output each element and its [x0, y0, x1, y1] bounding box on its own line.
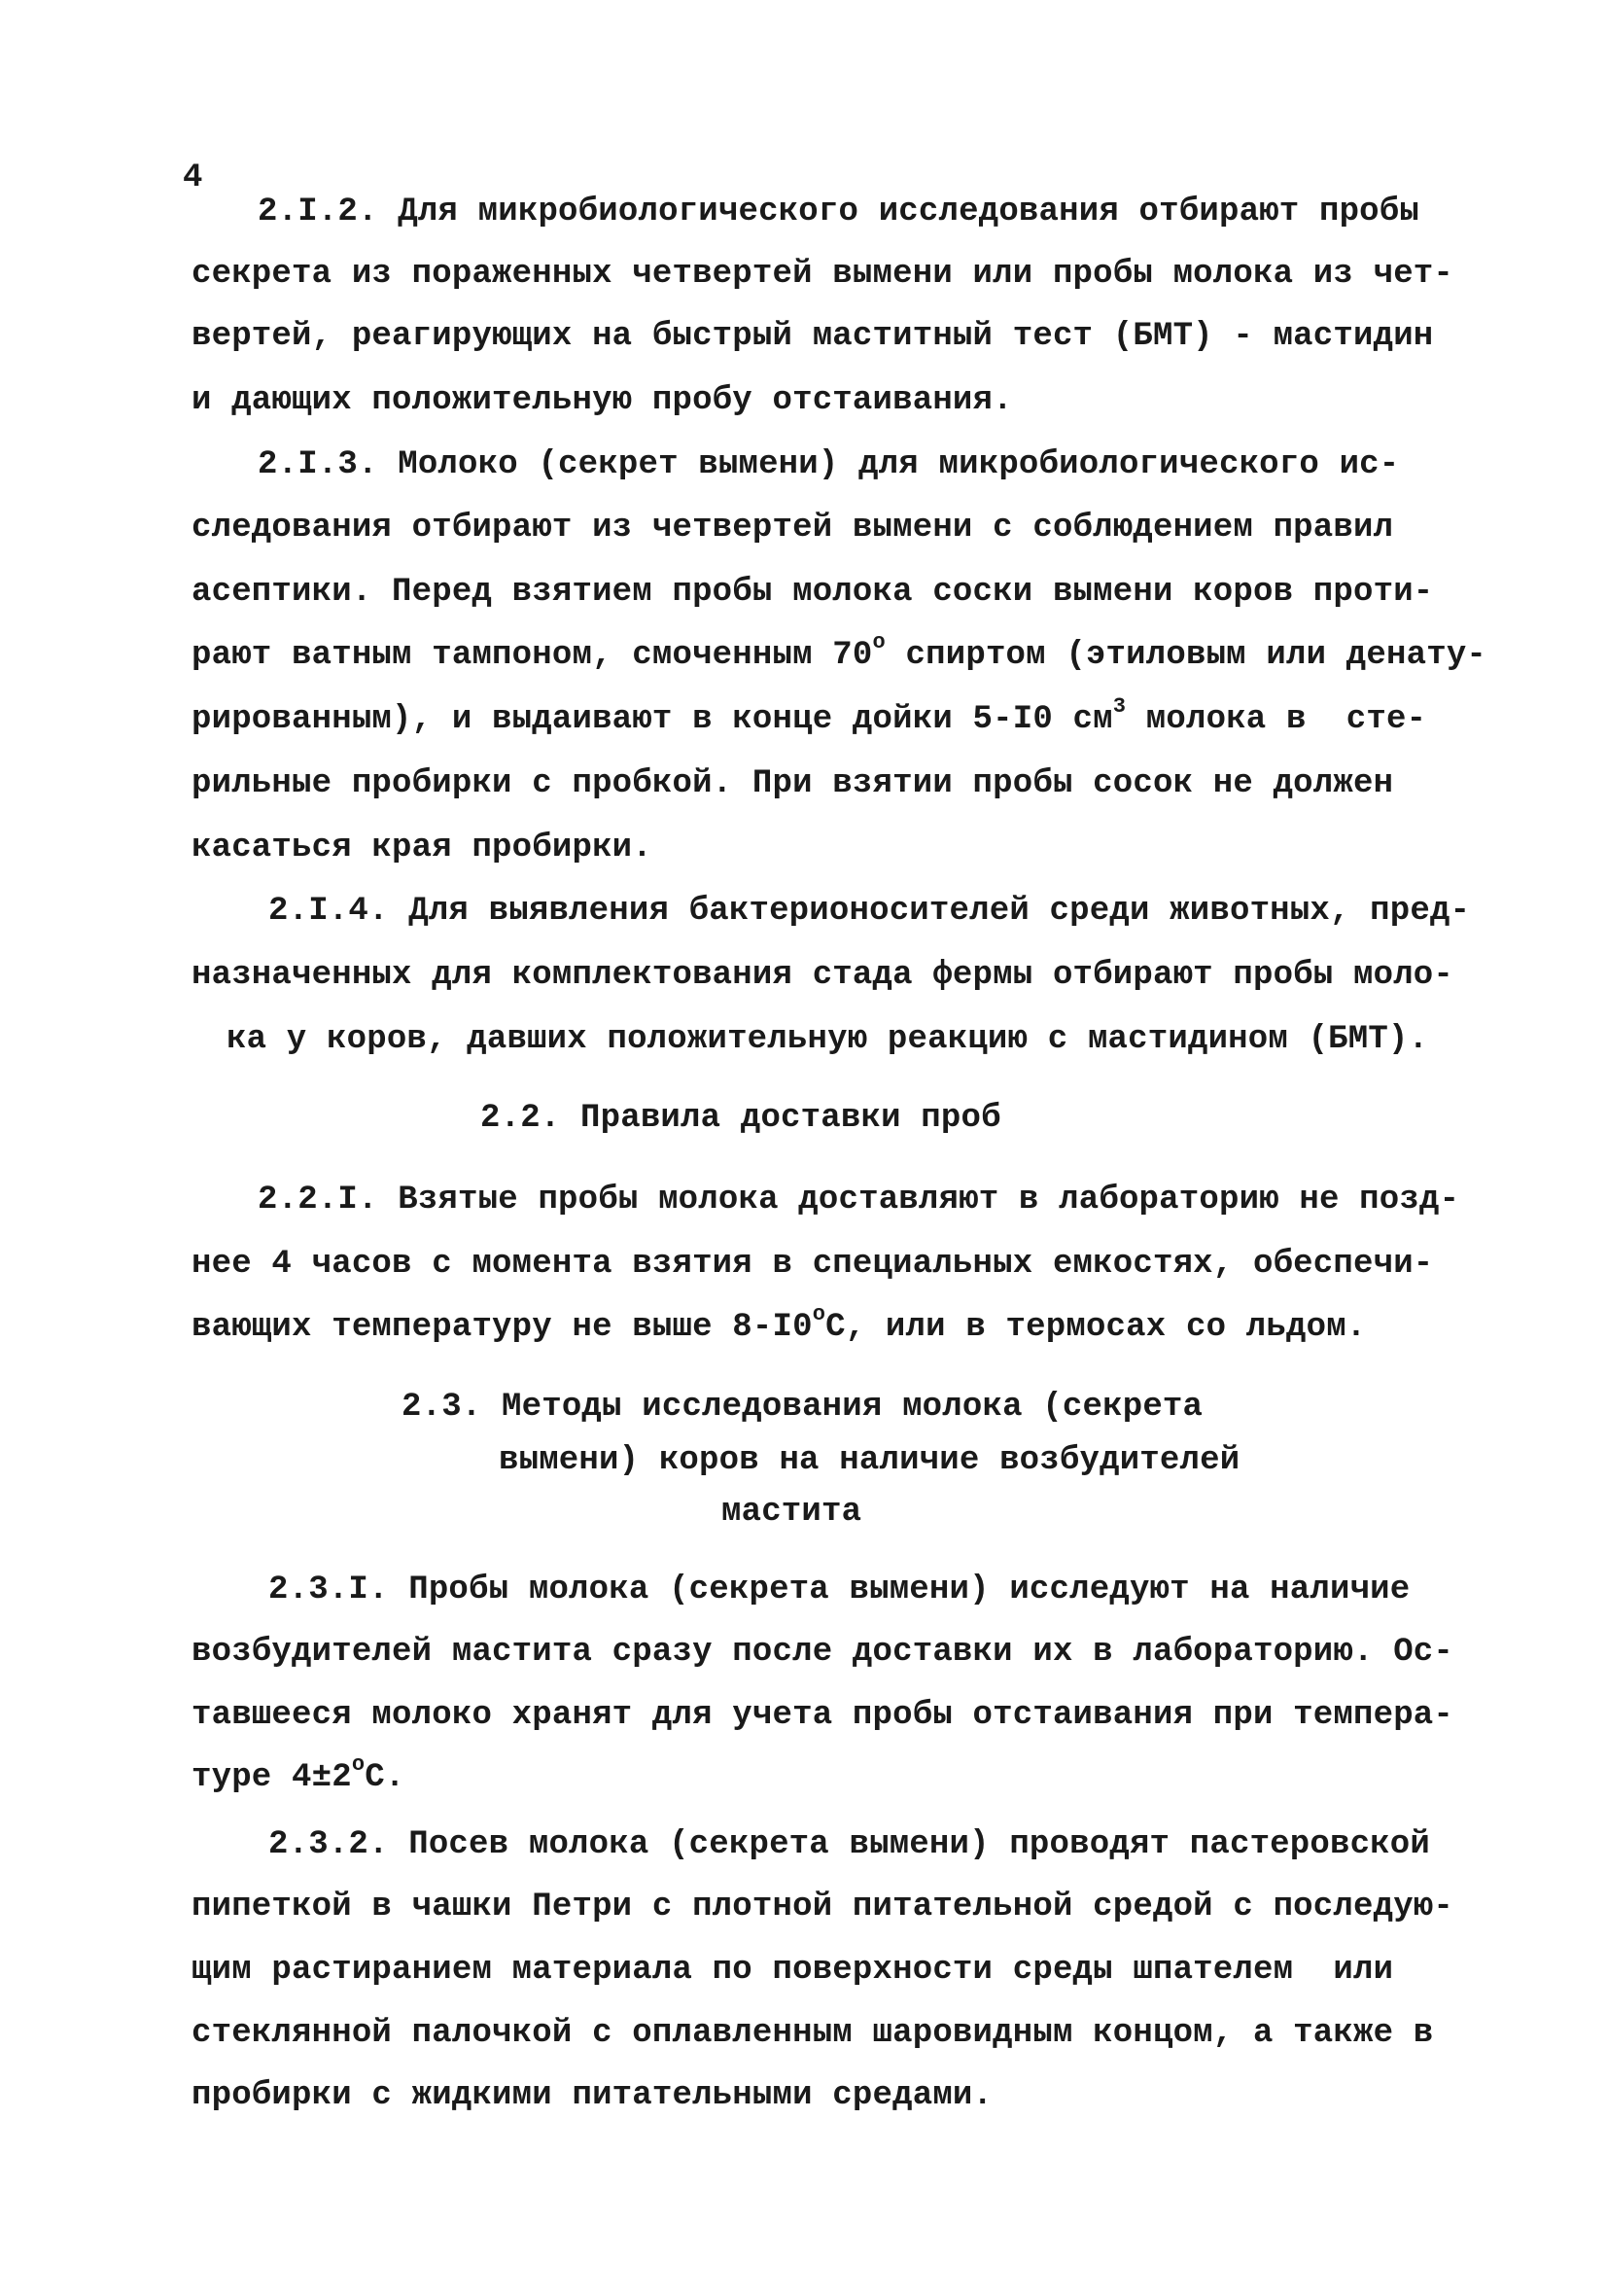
text-line: 2.2.I. Взятые пробы молока доставляют в лабораторию не позд- [258, 1182, 1460, 1219]
text-line: нее 4 часов с момента взятия в специальных емкостях, обеспечи- [192, 1246, 1434, 1283]
text-line: вертей, реагирующих на быстрый маститный тест (БМТ) - мастидин [192, 318, 1434, 355]
text-line: назначенных для комплектования стада фермы отбирают пробы моло- [192, 957, 1454, 994]
text-line: пипеткой в чашки Петри с плотной питательной средой с последую- [192, 1889, 1454, 1925]
text-line: ка у коров, давших положительную реакцию с мастидином (БМТ). [227, 1021, 1429, 1058]
text-line: пробирки с жидкими питательными средами. [192, 2077, 994, 2114]
text-line: 2.3.I. Пробы молока (секрета вымени) исследуют на наличие [268, 1572, 1411, 1608]
section-heading: вымени) коров на наличие возбудителей [499, 1442, 1240, 1479]
text-line: тавшееся молоко хранят для учета пробы отстаивания при темпера- [192, 1697, 1454, 1734]
text-line: 2.3.2. Посев молока (секрета вымени) проводят пастеровской [268, 1826, 1430, 1863]
text-line: рильные пробирки с пробкой. При взятии пробы сосок не должен [192, 765, 1394, 802]
text-line: следования отбирают из четвертей вымени с соблюдением правил [192, 510, 1394, 547]
text-line: 2.I.4. Для выявления бактерионосителей среди животных, пред- [268, 893, 1471, 930]
section-heading: 2.3. Методы исследования молока (секрета [402, 1389, 1204, 1426]
text-line: туре $4\pm 2^oC$. [192, 1751, 405, 1796]
text-line: вающих температуру не выше 8-I0$^o$C, или в термосах со льдом. [192, 1301, 1367, 1346]
text-line: асептики. Перед взятием пробы молока соски вымени коров проти- [192, 574, 1434, 611]
section-heading: 2.2. Правила доставки проб [480, 1100, 1001, 1137]
page-number: 4 [183, 159, 203, 196]
text-line: стеклянной палочкой с оплавленным шаровидным концом, а также в [192, 2015, 1434, 2052]
text-line: и дающих положительную пробу отстаивания. [192, 382, 1013, 419]
text-line: секрета из пораженных четвертей вымени или пробы молока из чет- [192, 256, 1454, 293]
text-line: возбудителей мастита сразу после доставки их в лабораторию. Ос- [192, 1634, 1454, 1671]
section-heading: мастита [721, 1494, 862, 1531]
text-line: щим растиранием материала по поверхности среды шпателем или [192, 1952, 1394, 1989]
text-line: 2.I.3. Молоко (секрет вымени) для микробиологического ис- [258, 446, 1400, 483]
text-line: касаться края пробирки. [192, 830, 652, 866]
text-line: 2.I.2. Для микробиологического исследования отбирают пробы [258, 194, 1419, 230]
text-line: рают ватным тампоном, смоченным 70$^o$ спиртом (этиловым или денату- [192, 629, 1487, 674]
text-line: рированным), и выдаивают в конце дойки 5-I0 $см^3$ молока в сте- [192, 693, 1427, 738]
